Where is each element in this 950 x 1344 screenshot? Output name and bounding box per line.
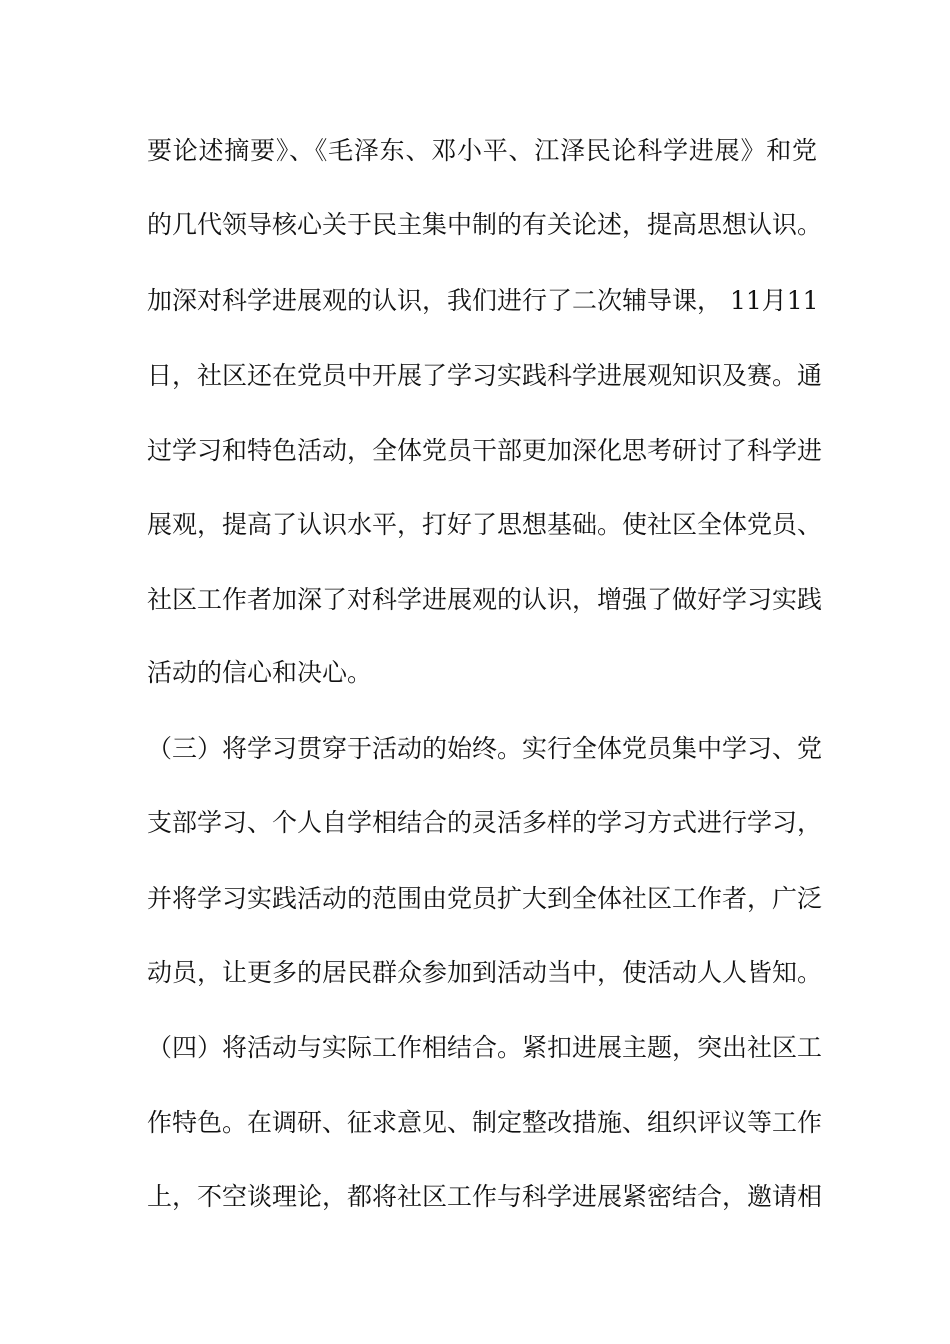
- text-line: 加深对科学进展观的认识，我们进行了二次辅导课， 11月11: [147, 286, 819, 315]
- text-line: 要论述摘要》、《毛泽东、邓小平、江泽民论科学进展》和党: [147, 136, 817, 165]
- text-line: 并将学习实践活动的范围由党员扩大到全体社区工作者，广泛: [147, 884, 823, 913]
- text-line: 展观，提高了认识水平，打好了思想基础。使社区全体党员、: [147, 510, 823, 539]
- text-line: （四）将活动与实际工作相结合。紧扣进展主题，突出社区工: [147, 1033, 823, 1062]
- text-line: 活动的信心和决心。: [147, 658, 373, 687]
- text-line: 支部学习、个人自学相结合的灵活多样的学习方式进行学习，: [147, 808, 823, 837]
- text-line: 日，社区还在党员中开展了学习实践科学进展观知识及赛。通: [147, 361, 823, 390]
- text-line: 社区工作者加深了对科学进展观的认识，增强了做好学习实践: [147, 585, 823, 614]
- text-line: 作特色。在调研、征求意见、制定整改措施、组织评议等工作: [147, 1108, 823, 1137]
- text-line: 过学习和特色活动，全体党员干部更加深化思考研讨了科学进: [147, 436, 823, 465]
- text-line: 动员，让更多的居民群众参加到活动当中，使活动人人皆知。: [147, 958, 823, 987]
- text-line: 的几代领导核心关于民主集中制的有关论述，提高思想认识。: [147, 210, 823, 239]
- text-line: 上，不空谈理论，都将社区工作与科学进展紧密结合，邀请相: [147, 1182, 823, 1211]
- text-line: （三）将学习贯穿于活动的始终。实行全体党员集中学习、党: [147, 734, 823, 763]
